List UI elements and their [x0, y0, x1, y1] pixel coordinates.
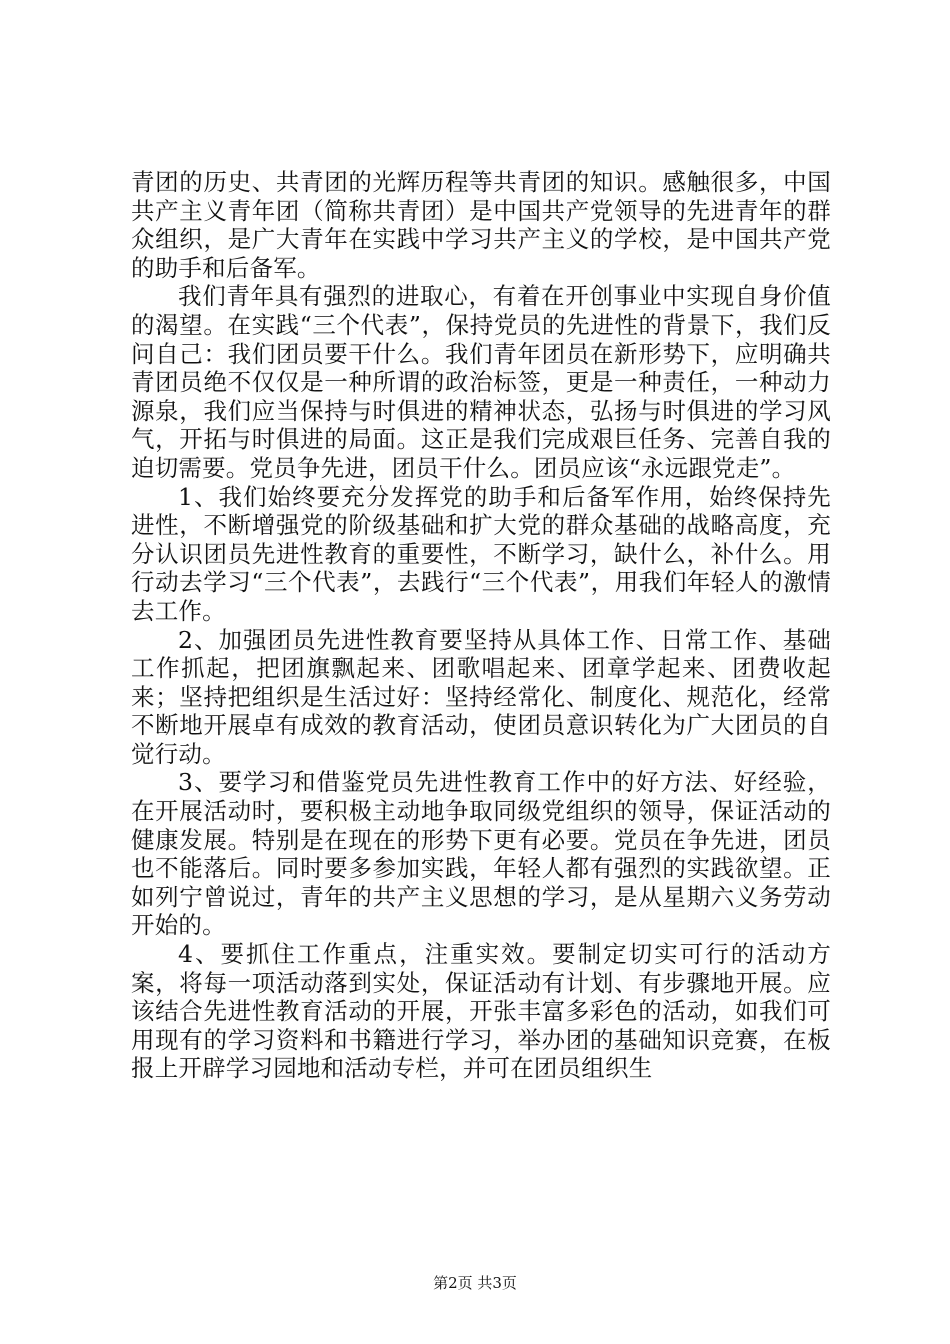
paragraph-4: 2、加强团员先进性教育要坚持从具体工作、日常工作、基础工作抓起，把团旗飘起来、团歌唱起来、团章学起来、团费收起来；坚持把组织是生活过好：坚持经常化、制度化、规范化，经常不断地开展卓有成效的教育活动，使团员意识转化为广大团员的自觉行动。: [131, 625, 831, 768]
document-body: [131, 168, 831, 1083]
paragraph-3: 1、我们始终要充分发挥党的助手和后备军作用，始终保持先进性，不断增强党的阶级基础和扩大党的群众基础的战略高度，充分认识团员先进性教育的重要性，不断学习，缺什么，补什么。用行动去学习“三个代表”，去践行“三个代表”，用我们年轻人的激情去工作。: [131, 482, 831, 625]
paragraph-2: 我们青年具有强烈的进取心，有着在开创事业中实现自身价值的渴望。在实践“三个代表”，保持党员的先进性的背景下，我们反问自己：我们团员要干什么。我们青年团员在新形势下，应明确共青团员绝不仅仅是一种所谓的政治标签，更是一种责任，一种动力源泉，我们应当保持与时俱进的精神状态，弘扬与时俱进的学习风气，开拓与时俱进的局面。这正是我们完成艰巨任务、完善自我的迫切需要。党员争先进，团员干什么。团员应该“永远跟党走”。: [131, 282, 831, 482]
paragraph-5: 3、要学习和借鉴党员先进性教育工作中的好方法、好经验，在开展活动时，要积极主动地争取同级党组织的领导，保证活动的健康发展。特别是在现在的形势下更有必要。党员在争先进，团员也不能落后。同时要多参加实践，年轻人都有强烈的实践欲望。正如列宁曾说过，青年的共产主义思想的学习，是从星期六义务劳动开始的。: [131, 768, 831, 940]
paragraph-6: 4、要抓住工作重点，注重实效。要制定切实可行的活动方案，将每一项活动落到实处，保证活动有计划、有步骤地开展。应该结合先进性教育活动的开展，开张丰富多彩色的活动，如我们可用现有的学习资料和书籍进行学习，举办团的基础知识竞赛，在板报上开辟学习园地和活动专栏，并可在团员组织生: [131, 940, 831, 1083]
paragraph-1: 青团的历史、共青团的光辉历程等共青团的知识。感触很多，中国共产主义青年团（简称共青团）是中国共产党领导的先进青年的群众组织，是广大青年在实践中学习共产主义的学校，是中国共产党的助手和后备军。: [131, 168, 831, 282]
page-footer: 第2页 共3页: [433, 1274, 517, 1292]
